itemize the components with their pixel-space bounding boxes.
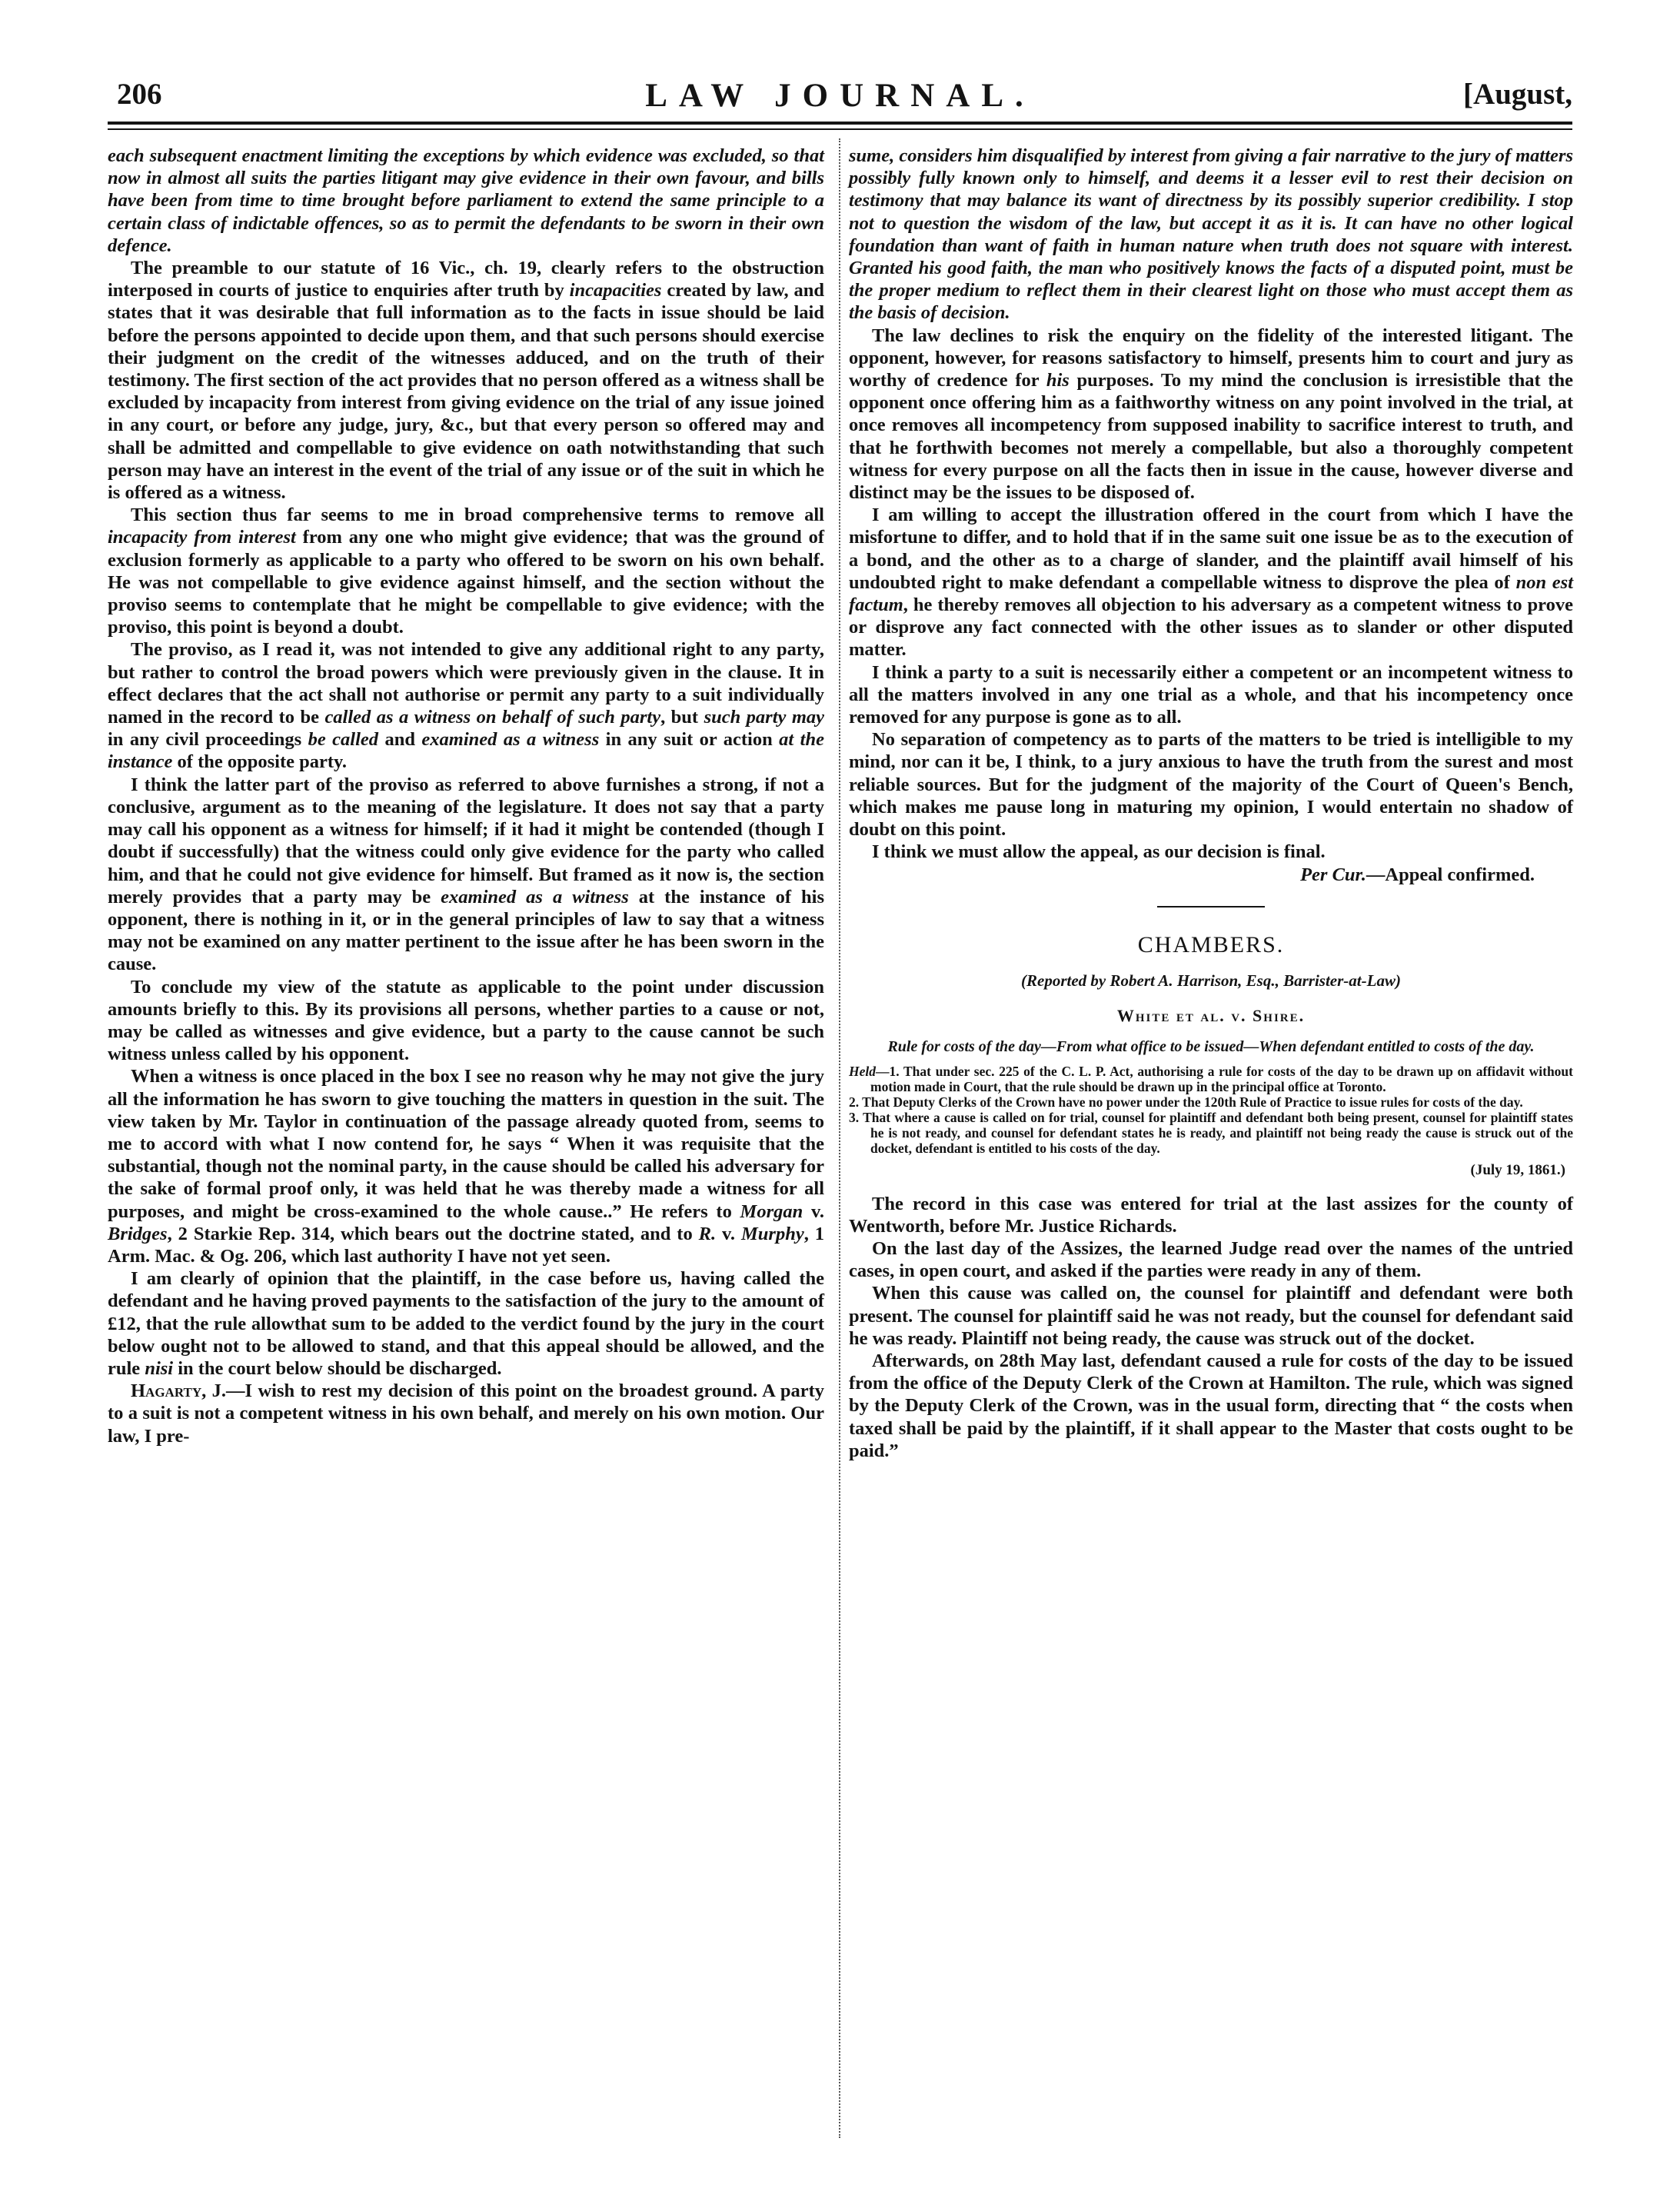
text-run: I think the latter part of the proviso as referred to above furnishes a strong, if not a conclusive, argument as to the meaning of the legislature. It does not say that a party may call his opponent as a witness for himself; if it had it might be contended (though I doubt if successfully) that the witness could only give evidence for the party who called him, and that he could not give evidence for himself. But framed as it now is, the section merely provides that a party may be xyxy=(108,774,824,908)
held-item xyxy=(849,1094,1573,1110)
text-run: I am willing to accept the illustration offered in the court from which I have the misfortune to differ, and to hold that if in the same suit one issue be as to the execution of a bond, and the other as to a charge of slander, and the plaintiff avail himself of his undoubted right to make defendant a compellable witness to disprove the plea of xyxy=(849,505,1573,593)
text-run: The proviso, as I read it, was not intended to give any additional right to any party, but rather to control the broad powers which were previously given in the clause. It in effect declares that the act shall not authorise or permit any party to a suit individually named in the record to be xyxy=(108,639,824,728)
case-name: White et al. v. Shire. xyxy=(1116,1006,1306,1026)
held-item xyxy=(849,1110,1573,1156)
italic-text: nisi xyxy=(145,1357,174,1379)
paragraph xyxy=(108,638,824,773)
italic-text: each subsequent enactment limiting the exceptions by which evidence was excluded, so that now in almost all suits the parties litigant may give evidence in their own favour, and bills have been from time to time brought before parliament to extend the same principle to a certain class of indictable offences, so as to permit the defendants to be sworn in their own defence. xyxy=(108,145,824,256)
text-run: , he thereby removes all objection to his adversary as a competent witness to prove or disprove any fact connected with the other issues as to slander or other disputed matter. xyxy=(849,594,1573,661)
chambers-paragraphs xyxy=(849,1193,1573,1462)
held-text: 3. That where a cause is called on for trial, counsel for plaintiff and defendant both being present, counsel for plaintiff states he is not ready, and counsel for defendant states he is ready, and plaintiff not being ready the cause is struck out of the docket, defendant is entitled to his costs of the day. xyxy=(849,1110,1573,1157)
text-run: of the opposite party. xyxy=(172,751,348,773)
text-run: No separation of competency as to parts of the matters to be tried is intelligible to my mind, nor can it be, I think, to a jury anxious to have the truth from the surest and most reliable sources. But for the judgment of the majority of the Court of Queen's Bench, which makes me pause long in maturing my opinion, I would entertain no shadow of doubt on this point. xyxy=(849,729,1573,841)
left-column xyxy=(108,145,824,1447)
section-divider xyxy=(1157,906,1265,908)
text-run: , 2 Starkie Rep. 314, which bears out the doctrine stated, and to xyxy=(167,1223,699,1244)
paragraph xyxy=(108,976,824,1066)
paragraph: When this cause was called on, the counsel for plaintiff and defendant were both present. The counsel for plaintiff said he was not ready, but the counsel for defendant said he was ready. Plaintiff not being ready, the cause was struck out of the docket. xyxy=(849,1283,1573,1349)
text-run: I think a party to a suit is necessarily either a competent or an incompetent witness to all the matters involved in any one trial as a whole, and that his incompetency once removed for any purpose is gone as to all. xyxy=(849,661,1573,728)
text-run: in any civil proceedings xyxy=(108,729,308,751)
text-run: This section thus far seems to me in broad comprehensive terms to remove all xyxy=(131,505,824,526)
text-run: at the instance of his opponent, there is nothing in it, or in the general principles of law to say that a witness may not be examined on any matter pertinent to the issue after he has been sworn in the cause. xyxy=(108,886,825,975)
text-run: in any suit or action xyxy=(599,729,780,751)
text-run: and xyxy=(378,729,422,751)
decision-date: (July 19, 1861.) xyxy=(1470,1162,1565,1179)
text-run: v. xyxy=(716,1223,741,1244)
italic-text: such party may xyxy=(704,707,825,728)
italic-text: Bridges xyxy=(108,1223,168,1244)
judge-name: Hagarty xyxy=(131,1380,202,1402)
italic-text: sume, considers him disqualified by interest from giving a fair narrative to the jury of matters possibly fully known only to himself, and deems it a lesser evil to rest their decision on testimony that may balance its want of directness by its possibly superior credibility. I stop not to question the wisdom of the law, but accept it as it is. It can have no other logical foundation than want of faith in human nature when truth does not square with interest. Granted his good faith, the man who positively knows the facts of a disputed point, must be the proper medium to reflect them in their clearest light on those who must accept them as the basis of decision. xyxy=(849,145,1573,324)
header-rule-thick xyxy=(108,122,1572,125)
header-rule-thin xyxy=(108,128,1572,130)
paragraph xyxy=(108,145,824,257)
paragraph xyxy=(849,504,1573,661)
italic-text: incapacities xyxy=(569,280,662,301)
italic-text: examined as a witness xyxy=(421,729,600,751)
per-cur-result: —Appeal confirmed. xyxy=(1366,864,1535,885)
running-header xyxy=(108,74,1572,128)
text-run: from any one who might give evidence; that was the ground of exclusion formerly as applicable to a party who offered to be sworn on his own behalf. He was not compellable to give evidence against himself, and the section without the proviso seems to contemplate that he might be compellable to give evidence; with the proviso, this point is beyond a doubt. xyxy=(108,527,824,638)
paragraph xyxy=(849,145,1573,325)
italic-text: Morgan xyxy=(740,1201,803,1222)
paragraph xyxy=(108,1065,824,1267)
text-run: I think we must allow the appeal, as our decision is final. xyxy=(872,841,1326,863)
paragraph xyxy=(849,728,1573,841)
issue-month: [August, xyxy=(1463,78,1572,111)
text-run: The preamble to our statute of 16 Vic., ch. 19, clearly refers to the obstruction interposed in courts of justice to enquiries after truth by xyxy=(108,258,824,301)
chambers-heading: CHAMBERS. xyxy=(1137,931,1285,957)
journal-title: LAW JOURNAL. xyxy=(645,78,1035,114)
text-run: v. xyxy=(803,1201,824,1222)
italic-text: be called xyxy=(308,729,379,751)
column-separator xyxy=(839,138,840,2138)
italic-text: called as a witness on behalf of such party xyxy=(324,707,661,728)
italic-text: Murphy xyxy=(741,1223,804,1244)
paragraph: The record in this case was entered for trial at the last assizes for the county of Wentworth, before Mr. Justice Richards. xyxy=(849,1193,1573,1237)
italic-text: R. xyxy=(698,1223,717,1244)
right-column-paragraphs xyxy=(849,145,1573,864)
headnote-rule: Rule for costs of the day—From what office to be issued—When defendant entitled to costs of the day. xyxy=(887,1038,1535,1056)
paragraph xyxy=(108,257,824,504)
text-run: The law declines to risk the enquiry on the fidelity of the interested litigant. The opponent, however, for reasons satisfactory to himself, presents him to court and jury as worthy of credence for xyxy=(849,325,1573,391)
held-item xyxy=(849,1064,1573,1094)
italic-text: non est factum xyxy=(849,571,1573,616)
text-run: created by law, and states that it was desirable that full information as to the facts in issue should be laid before the persons appointed to decide upon them, and that such persons should exercise their judgment on the credit of the witnesses adduced, and on the truth of their testimony. The first section of the act provides that no person offered as a witness shall be excluded by incapacity from interest from giving evidence on the trial of any issue joined in any court, or before any judge, jury, &c., but that every person so offered may and shall be admitted and compellable to give evidence on oath notwithstanding that such person may have an interest in the event of the trial of any issue or of the suit in which he is offered as a witness. xyxy=(108,280,824,504)
italic-text: his xyxy=(1046,370,1070,391)
right-column xyxy=(849,145,1573,1462)
paragraph xyxy=(108,504,824,638)
text-run: To conclude my view of the statute as applicable to the point under discussion amounts briefly to this. By its provisions all persons, whether parties to a cause or not, may be called as witnesses and give evidence, but a party to the cause cannot be such witness unless called by his opponent. xyxy=(108,976,824,1065)
text-run: in the court below should be discharged. xyxy=(173,1357,502,1379)
reporter-line: (Reported by Robert A. Harrison, Esq., Barrister-at-Law) xyxy=(1021,971,1401,990)
paragraph xyxy=(108,1267,824,1380)
paragraph xyxy=(849,661,1573,729)
held-list xyxy=(849,1064,1573,1156)
page-number: 206 xyxy=(117,78,162,111)
paragraph: On the last day of the Assizes, the learned Judge read over the names of the untried cases, in open court, and asked if the parties were ready in any of them. xyxy=(849,1237,1573,1282)
text-run: When a witness is once placed in the box I see no reason why he may not give the jury all the information he has sworn to give touching the matters in question in the suit. The view taken by Mr. Taylor in continuation of the passage already quoted from, seems to me to accord with what I now contend for, he says “ When it was requisite that the substantial, though not the nominal party, in the cause should be called his adversary for the sake of formal proof only, it was held that he was thereby made a witness for all purposes, and might be cross-examined to the whole cause..” He refers to xyxy=(108,1066,824,1222)
paragraph xyxy=(849,325,1573,505)
paragraph xyxy=(849,841,1573,863)
held-label: Held xyxy=(849,1064,876,1080)
paragraph xyxy=(108,1380,824,1447)
text-run: I am clearly of opinion that the plaintiff, in the case before us, having called the defendant and he having proved payments to the satisfaction of the jury to the amount of £12, that the rule allowthat sum to be added to the verdict found by the jury in the court below ought not to be allowed to stand, and that this appeal should be allowed, and the rule xyxy=(108,1268,824,1379)
italic-text: incapacity from interest xyxy=(108,527,296,548)
held-text: 2. That Deputy Clerks of the Crown have no power under the 120th Rule of Practice to issue rules for costs of the day. xyxy=(849,1094,1523,1111)
per-curiam-line xyxy=(849,864,1573,886)
held-text: —1. That under sec. 225 of the C. L. P. Act, authorising a rule for costs of the day to be drawn up on affidavit without motion made in Court, that the rule should be drawn up in the principal office at Toronto. xyxy=(870,1064,1573,1095)
per-cur-label: Per Cur. xyxy=(1300,864,1366,885)
paragraph: Afterwards, on 28th May last, defendant caused a rule for costs of the day to be issued from the office of the Deputy Clerk of the Crown at Hamilton. The rule, which was signed by the Deputy Clerk of the Crown, was in the usual form, directing that “ the costs when taxed shall be paid by the plaintiff, if it shall appear to the Master that costs ought to be paid.” xyxy=(849,1350,1573,1461)
text-run: Hagarty, J.—I wish to rest my decision of this point on the broadest ground. A party to a suit is not a competent witness in his own behalf, and merely on his own motion. Our law, I pre- xyxy=(108,1380,824,1447)
paragraph xyxy=(108,774,824,976)
text-run: , but xyxy=(660,707,704,728)
text-run: purposes. To my mind the conclusion is irresistible that the opponent once offering him as a faithworthy witness on any point involved in the trial, at once removes all incompetency from supposed inability to sacrifice interest to truth, and that he forthwith becomes not merely a compellable, but also a thoroughly competent witness for every purpose on all the facts then in issue in the cause, however diverse and distinct may be the issues to be disposed of. xyxy=(849,370,1573,504)
italic-text: at the instance xyxy=(108,729,824,773)
italic-text: examined as a witness xyxy=(441,886,629,908)
text-run: , 1 Arm. Mac. & Og. 206, which last authority I have not yet seen. xyxy=(108,1223,825,1267)
